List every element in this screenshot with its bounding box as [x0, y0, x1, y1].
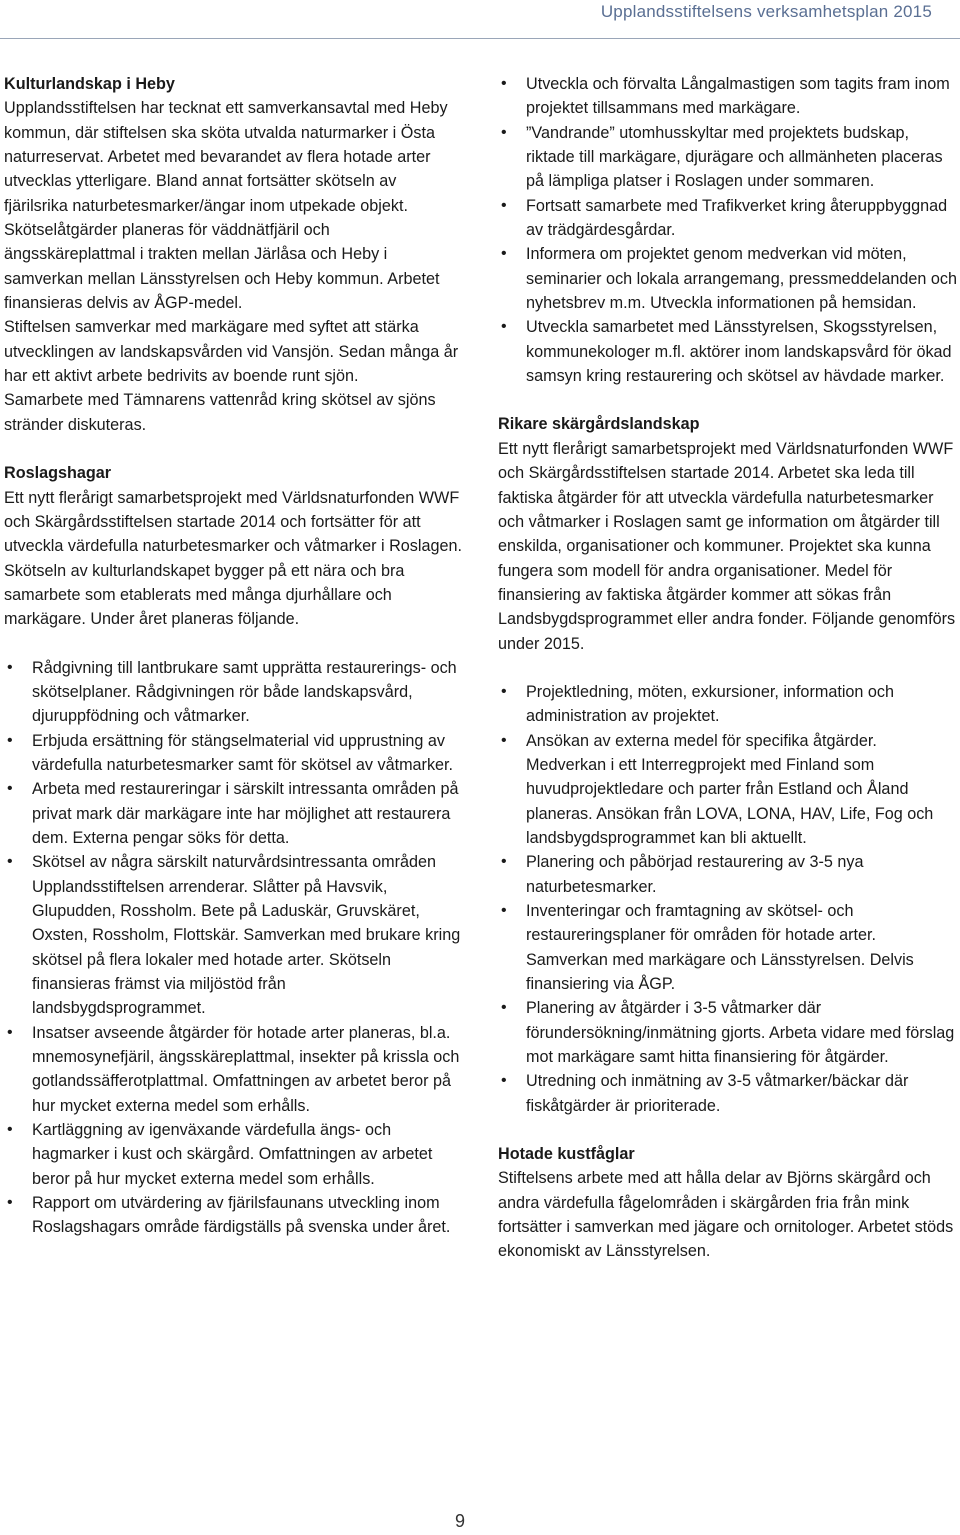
paragraph: Upplandsstiftelsen har tecknat ett samverkansavtal med Heby kommun, där stiftelsen ska sköta utvalda naturmarker i Östa naturreservat. Arbetet med bevarandet av flera hotade arter utvecklas ytterligare. Bland annat fortsätter skötseln av fjärilsrika naturbetesmarker/ängar inom utpekade objekt. Skötselåtgärder planeras för väddnätfjäril och ängsskäreplattmal i trakten mellan Järlåsa och Heby i samverkan mellan Länsstyrelsen och Heby kommun. Arbetet finansieras delvis av ÅGP-medel. — [4, 99, 448, 313]
page-number: 9 — [454, 1511, 465, 1531]
list-item: • Arbeta med restaureringar i särskilt intressanta områden på privat mark där markägare inte har möjlighet att restaurera dem. Externa pengar söks för detta. — [4, 777, 462, 850]
list-item: • Projektledning, möten, exkursioner, information och administration av projektet. — [498, 680, 960, 729]
list-item: • Planering av åtgärder i 3-5 våtmarker där förundersökning/inmätning gjorts. Arbeta vidare med förslag mot markägare samt hitta finansiering för åtgärder. — [498, 996, 960, 1069]
section-heading-kulturlandskap-heby: Kulturlandskap i Heby — [4, 75, 175, 93]
list-item: • Insatser avseende åtgärder för hotade arter planeras, bl.a. mnemosynefjäril, ängsskäreplattmal, insekter på krissla och gotlandssäfferotplattmal. Omfattningen av arbetet beror på hur mycket externa medel som erhålls. — [4, 1021, 462, 1118]
paragraph: Ett nytt flerårigt samarbetsprojekt med Världsnaturfonden WWF och Skärgårdsstiftelsen startade 2014 och fortsätter för att utveckla värdefulla naturbetesmarker och våtmarker i Roslagen. Skötseln av kulturlandskapet bygger på ett nära och bra samarbete som etablerats med många djurhållare och markägare. Under året planeras följande. — [4, 488, 462, 629]
roslagshagar-bullet-list — [4, 656, 462, 1240]
paragraph: Samarbete med Tämnarens vattenråd kring skötsel av sjöns stränder diskuteras. — [4, 391, 436, 434]
list-item: • Skötsel av några särskilt naturvårdsintressanta områden Upplandsstiftelsen arrenderar. Slåtter på Havsvik, Glupudden, Rossholm. Bete på Laduskär, Gruvskäret, Oxsten, Rossholm, Flottskär. Samverkan med brukare kring skötsel på flera lokaler med hotade arter. Skötseln finansieras främst via miljöstöd från landsbygdsprogrammet. — [4, 850, 462, 1020]
section-heading-hotade-kustfaglar: Hotade kustfåglar — [498, 1145, 635, 1164]
paragraph: Stiftelsens arbete med att hålla delar av Björns skärgård och andra värdefulla fågelområden i skärgården fria från mink fortsätter i samverkan med jägare och ornitologer. Arbetet stöds ekonomiskt av Länsstyrelsen. — [498, 1169, 954, 1261]
list-item: • Rapport om utvärdering av fjärilsfaunans utveckling inom Roslagshagars område färdigställs på svenska under året. — [4, 1191, 462, 1240]
list-item: • Utredning och inmätning av 3-5 våtmarker/bäckar där fiskåtgärder är prioriterade. — [498, 1069, 960, 1118]
list-item: • Fortsatt samarbete med Trafikverket kring återuppbyggnad av trädgärdesgårdar. — [498, 194, 960, 243]
list-item: • Rådgivning till lantbrukare samt upprätta restaurerings- och skötselplaner. Rådgivningen rör både landskapsvård, djuruppfödning och våtmarker. — [4, 656, 462, 729]
list-item: • Planering och påbörjad restaurering av 3-5 nya naturbetesmarker. — [498, 850, 960, 899]
list-item: • Kartläggning av igenväxande värdefulla ängs- och hagmarker i kust och skärgård. Omfattningen av arbetet beror på hur mycket externa medel som erhålls. — [4, 1118, 462, 1191]
header-rule — [0, 38, 960, 39]
paragraph: Stiftelsen samverkar med markägare med syftet att stärka utvecklingen av landskapsvården vid Vansjön. Sedan många år har ett aktivt arbete bedrivits av boende runt sjön. — [4, 318, 459, 386]
section-heading-rikare-skargardslandskap: Rikare skärgårdslandskap — [498, 415, 700, 434]
left-column — [4, 72, 462, 1240]
section-heading-roslagshagar: Roslagshagar — [4, 464, 112, 483]
right-column — [498, 72, 960, 1264]
running-header: Upplandsstiftelsens verksamhetsplan 2015 — [600, 2, 932, 21]
list-item: • ”Vandrande” utomhusskyltar med projektets budskap, riktade till markägare, djurägare och allmänheten placeras på lämpliga platser i Roslagen under sommaren. — [498, 121, 960, 194]
list-item: • Informera om projektet genom medverkan vid möten, seminarier och lokala arrangemang, pressmeddelanden och nyhetsbrev m.m. Utveckla informationen på hemsidan. — [498, 242, 960, 315]
list-item: • Utveckla och förvalta Långalmastigen som tagits fram inom projektet tillsammans med markägare. — [498, 72, 960, 121]
list-item: • Ansökan av externa medel för specifika åtgärder. Medverkan i ett Interregprojekt med Finland som huvudprojektledare och parter från Estland och Åland planeras. Ansökan från LOVA, LONA, HAV, Life, Fog och landsbygdsprogrammet kan bli aktuellt. — [498, 729, 960, 851]
roslagshagar-bullet-list-continued — [498, 72, 960, 388]
list-item: • Inventeringar och framtagning av skötsel- och restaureringsplaner för områden för hotade arter. Samverkan med markägare och Länsstyrelsen. Delvis finansiering via ÅGP. — [498, 899, 960, 996]
list-item: • Utveckla samarbetet med Länsstyrelsen, Skogsstyrelsen, kommunekologer m.fl. aktörer inom landskapsvård för ökad samsyn kring restaurering och skötsel av hävdade marker. — [498, 315, 960, 388]
list-item: • Erbjuda ersättning för stängselmaterial vid upprustning av värdefulla naturbetesmarker samt för skötsel av våtmarker. — [4, 729, 462, 778]
rikare-bullet-list — [498, 680, 960, 1118]
paragraph: Ett nytt flerårigt samarbetsprojekt med Världsnaturfonden WWF och Skärgårdsstiftelsen startade 2014. Arbetet ska leda till faktiska åtgärder för att utveckla värdefulla naturbetesmarker och våtmarker i Roslagen samt ge information om åtgärder till enskilda, organisationer och kommuner. Projektet ska kunna fungera som modell för andra organisationer. Medel för finansiering av faktiska åtgärder kommer att sökas från Landsbygdsprogrammet eller andra fonder. Följande genomförs under 2015. — [498, 439, 956, 653]
